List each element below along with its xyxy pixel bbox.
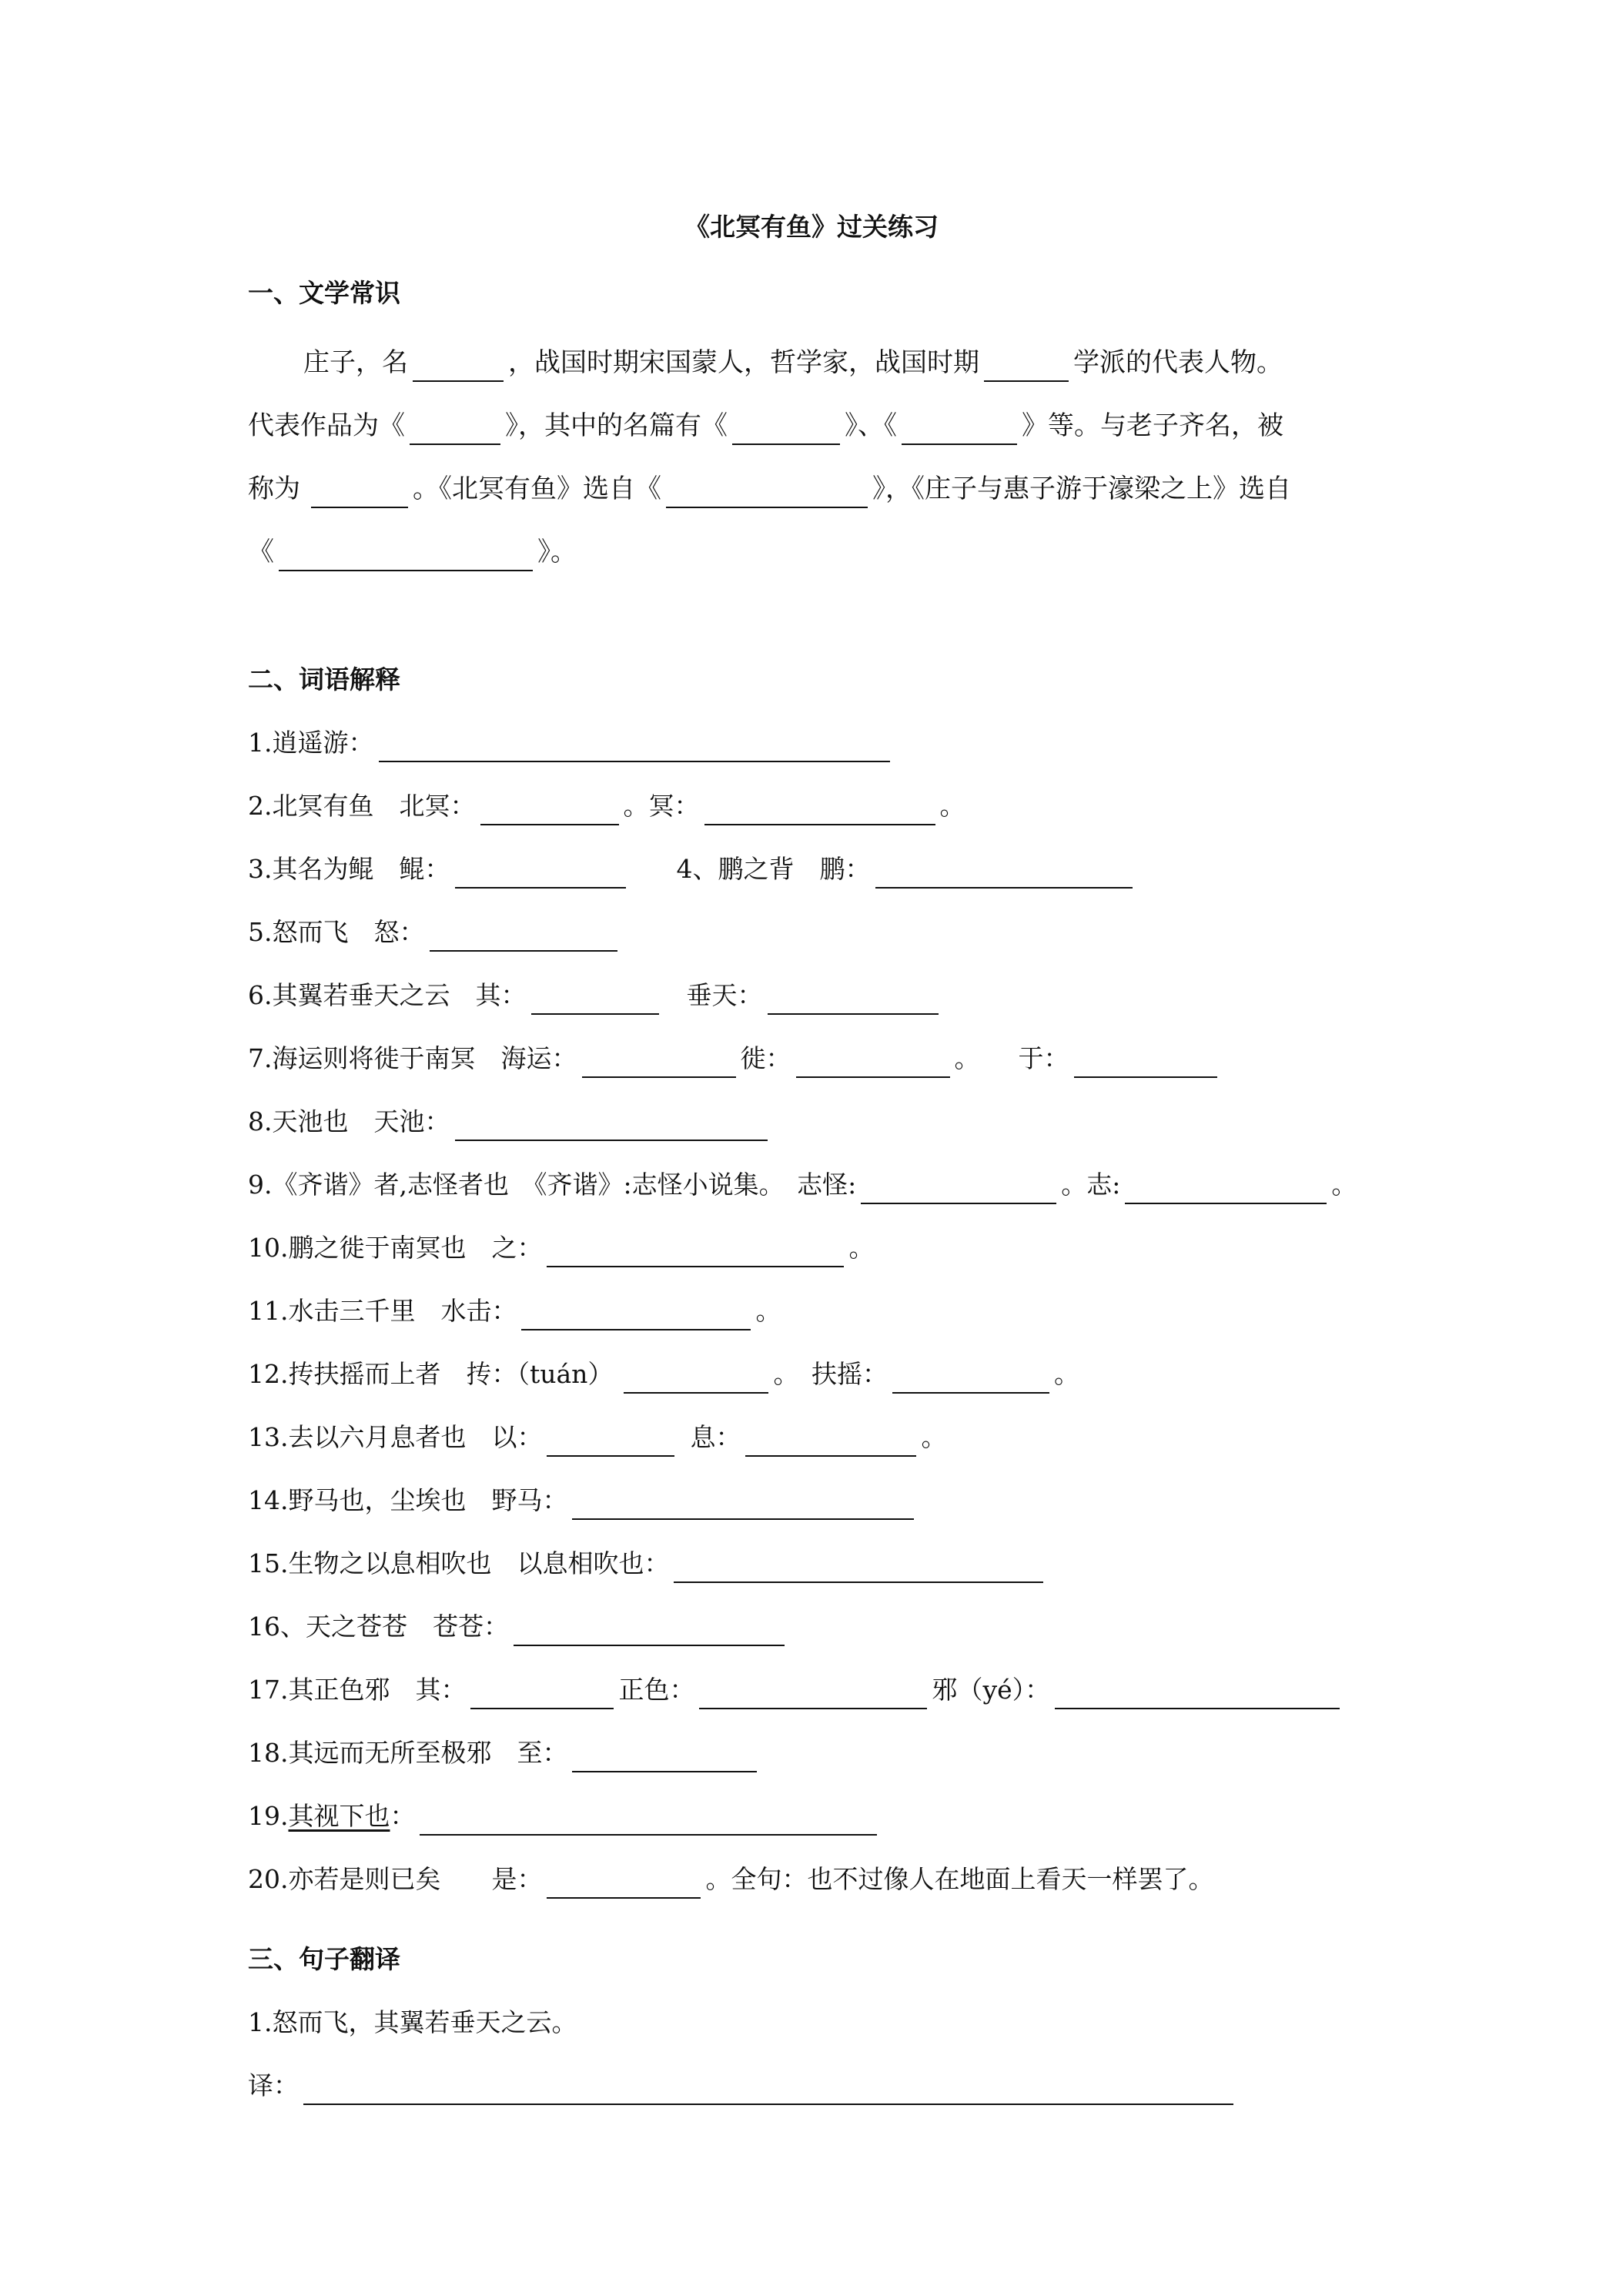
text: 3.其名为鲲 鲲： [248, 854, 450, 884]
vocab-item-7 [248, 1039, 1222, 1078]
text: 1.怒而飞，其翼若垂天之云。 [248, 2007, 577, 2037]
answer-blank[interactable] [732, 417, 840, 445]
vocab-item-15 [248, 1545, 1048, 1583]
text: 5.怒而飞 怒： [248, 917, 425, 947]
answer-blank[interactable] [311, 480, 408, 508]
answer-blank[interactable] [547, 1871, 701, 1899]
answer-blank[interactable] [379, 735, 890, 762]
answer-blank[interactable] [470, 1682, 614, 1709]
vocab-item-14 [248, 1481, 919, 1520]
text: 》、《 [845, 410, 897, 441]
text: 17.其正色邪 其： [248, 1675, 467, 1705]
section-heading-translation: 三、句子翻译 [248, 1944, 400, 1974]
text: 》，其中的名篇有《 [505, 410, 728, 441]
answer-blank[interactable] [745, 1429, 916, 1457]
text: 19. [248, 1801, 289, 1831]
answer-blank[interactable] [410, 417, 500, 445]
answer-blank[interactable] [984, 354, 1069, 382]
text: 徙： [740, 1043, 791, 1073]
text: 。冥： [623, 791, 700, 821]
text: 。 [939, 791, 965, 821]
text: 。 [755, 1296, 781, 1326]
answer-blank[interactable] [861, 1176, 1056, 1204]
text: 。 [1053, 1359, 1079, 1389]
text: 》。 [537, 537, 577, 567]
answer-blank[interactable] [796, 1050, 950, 1078]
text: 。全句：也不过像人在地面上看天一样罢了。 [705, 1864, 1214, 1894]
answer-blank[interactable] [1125, 1176, 1327, 1204]
answer-blank[interactable] [514, 1618, 785, 1646]
vocab-item-6 [248, 976, 943, 1015]
text: 18.其远而无所至极邪 至： [248, 1738, 568, 1768]
text: 垂天： [686, 980, 763, 1010]
answer-blank[interactable] [704, 798, 935, 825]
vocab-item-12 [248, 1355, 1079, 1394]
text: 息： [690, 1422, 741, 1452]
vocab-item-8 [248, 1103, 772, 1141]
text: 14.野马也，尘埃也 野马： [248, 1485, 568, 1515]
text: 《 [248, 537, 274, 567]
answer-blank[interactable] [430, 924, 617, 952]
vocab-item-13 [248, 1418, 946, 1457]
answer-blank[interactable] [1055, 1682, 1340, 1709]
section-heading-literature: 一、文学常识 [248, 278, 400, 308]
text: 4、鹏之背 鹏： [676, 854, 871, 884]
text: 7.海运则将徙于南冥 海运： [248, 1043, 577, 1073]
text: 。 [954, 1043, 980, 1073]
vocab-item-2 [248, 787, 965, 825]
answer-blank[interactable] [521, 1303, 751, 1330]
answer-blank[interactable] [892, 1366, 1049, 1394]
text: 。 [921, 1422, 947, 1452]
answer-blank[interactable] [455, 861, 626, 889]
section-heading-vocabulary: 二、词语解释 [248, 664, 400, 694]
text: ： [390, 1801, 416, 1831]
answer-blank[interactable] [547, 1429, 674, 1457]
answer-blank[interactable] [303, 2077, 1233, 2105]
text: 1.逍遥游： [248, 728, 374, 758]
answer-blank[interactable] [902, 417, 1017, 445]
text: 9.《齐谐》者,志怪者也 《齐谐》:志怪小说集。 志怪: [248, 1170, 857, 1200]
answer-blank[interactable] [875, 861, 1133, 889]
answer-blank[interactable] [279, 544, 533, 571]
answer-blank[interactable] [624, 1366, 768, 1394]
page-title: 《北冥有鱼》过关练习 [684, 212, 939, 242]
text: ，战国时期宋国蒙人，哲学家，战国时期 [508, 347, 979, 378]
vocab-item-1 [248, 724, 895, 762]
vocab-item-9 [248, 1166, 1357, 1204]
text: 。 [848, 1233, 875, 1263]
text: 邪（yé）： [932, 1675, 1051, 1705]
text: 称为 [248, 474, 300, 504]
answer-blank[interactable] [547, 1240, 844, 1267]
text: 16、天之苍苍 苍苍： [248, 1612, 509, 1642]
answer-blank[interactable] [768, 987, 939, 1015]
text: 。 扶摇： [773, 1359, 888, 1389]
text: 12.抟扶摇而上者 抟：（tuán） [248, 1359, 614, 1389]
literature-line-3 [248, 470, 1291, 508]
vocab-item-17 [248, 1671, 1344, 1709]
translation-item-1 [248, 2003, 577, 2042]
vocab-item-5 [248, 913, 622, 952]
translation-answer-1 [248, 2067, 1238, 2105]
text: 8.天池也 天池： [248, 1106, 450, 1136]
answer-blank[interactable] [674, 1555, 1043, 1583]
text: 》，《庄子与惠子游于濠梁之上》选自 [872, 474, 1291, 504]
literature-line-2 [248, 407, 1283, 445]
text: 15.生物之以息相吹也 以息相吹也： [248, 1548, 670, 1578]
answer-blank[interactable] [413, 354, 504, 382]
vocab-item-18 [248, 1734, 761, 1772]
answer-blank[interactable] [666, 480, 868, 508]
vocab-item-19 [248, 1797, 882, 1836]
answer-blank[interactable] [582, 1050, 736, 1078]
answer-blank[interactable] [480, 798, 619, 825]
answer-blank[interactable] [455, 1113, 768, 1141]
vocab-item-11 [248, 1292, 781, 1330]
text: 11.水击三千里 水击： [248, 1296, 517, 1326]
vocab-item-20 [248, 1860, 1213, 1899]
answer-blank[interactable] [420, 1808, 877, 1836]
text: 。 [1331, 1170, 1357, 1200]
answer-blank[interactable] [699, 1682, 927, 1709]
answer-blank[interactable] [572, 1745, 757, 1772]
literature-line-4 [248, 533, 577, 571]
text: 》等。与老子齐名，被 [1022, 410, 1283, 441]
literature-line-1 [303, 343, 1283, 382]
text: 代表作品为《 [248, 410, 405, 441]
answer-blank[interactable] [572, 1492, 914, 1520]
text: 译： [248, 2070, 299, 2100]
answer-blank[interactable] [1074, 1050, 1217, 1078]
underlined-phrase: 其视下也 [288, 1801, 390, 1831]
text: 于： [1018, 1043, 1069, 1073]
text: 正色： [618, 1675, 695, 1705]
text: 。《北冥有鱼》选自《 [413, 474, 661, 504]
text: 13.去以六月息者也 以： [248, 1422, 543, 1452]
text: 20.亦若是则已矣 是： [248, 1864, 543, 1894]
text: 学派的代表人物。 [1073, 347, 1283, 378]
text: 。志: [1061, 1170, 1121, 1200]
text: 2.北冥有鱼 北冥： [248, 791, 476, 821]
text: 6.其翼若垂天之云 其： [248, 980, 527, 1010]
text: 10.鹏之徙于南冥也 之： [248, 1233, 543, 1263]
text: 庄子，名 [303, 347, 408, 378]
vocab-item-3-4 [248, 850, 1137, 889]
answer-blank[interactable] [531, 987, 659, 1015]
vocab-item-10 [248, 1229, 874, 1267]
vocab-item-16 [248, 1608, 789, 1646]
